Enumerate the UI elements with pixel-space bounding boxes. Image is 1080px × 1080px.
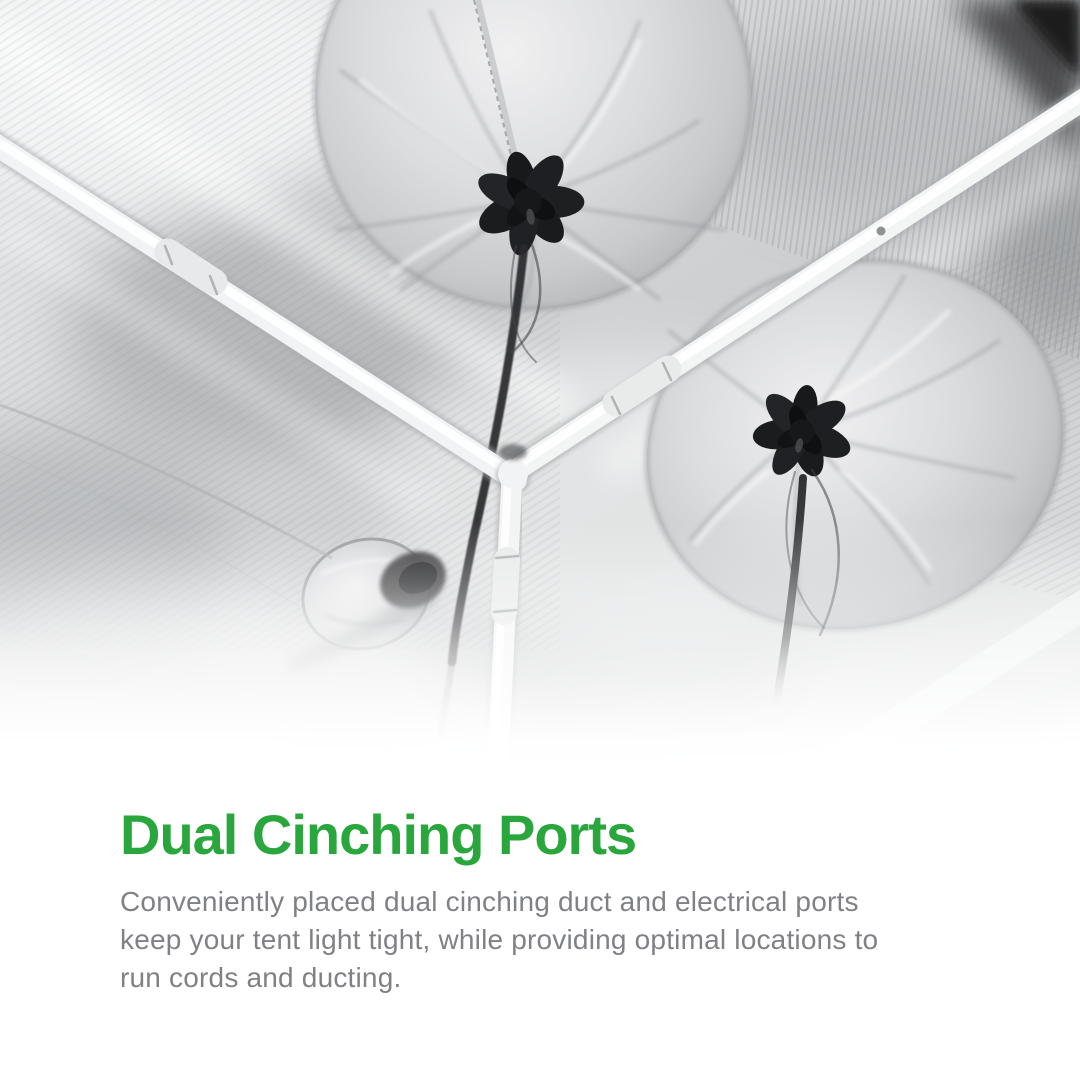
caption-title: Dual Cinching Ports xyxy=(120,803,637,866)
caption-body xyxy=(120,883,1020,997)
photo-bottom-fade xyxy=(0,520,1080,790)
pole-screw xyxy=(877,227,886,236)
pole-junction xyxy=(498,459,528,489)
caption-body-line-3: run cords and ducting. xyxy=(120,961,402,993)
caption-body-line-2: keep your tent light tight, while providing optimal locations to xyxy=(120,923,879,955)
caption-block xyxy=(120,804,1020,997)
caption-body-line-1: Conveniently placed dual cinching duct and electrical ports xyxy=(120,885,859,917)
